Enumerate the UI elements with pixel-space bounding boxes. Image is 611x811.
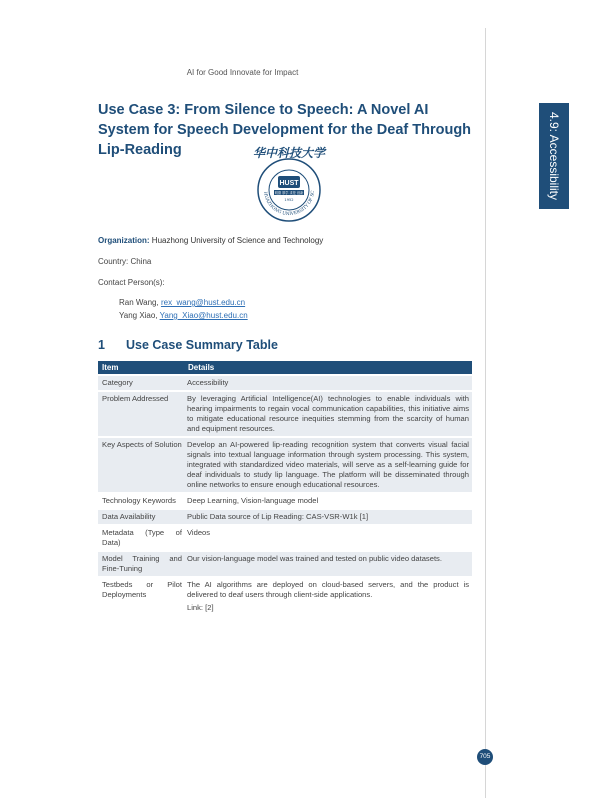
contact-name: Yang Xiao,	[119, 311, 160, 320]
contact-line	[119, 311, 248, 320]
country-line: Country: China	[98, 257, 152, 266]
logo-chinese-name	[253, 146, 327, 160]
organization-line	[98, 236, 323, 245]
running-head: AI for Good Innovate for Impact	[186, 68, 299, 77]
row-details: Videos	[187, 528, 211, 537]
row-details: Our vision-language model was trained and tested on public video datasets.	[187, 554, 442, 563]
contact-email-link[interactable]: Yang_Xiao@hust.edu.cn	[159, 311, 248, 320]
page-title: Use Case 3: From Silence to Speech: A Novel AI System for Speech Development for the Deaf Through Lip-Reading	[98, 102, 472, 158]
row-item: Metadata (Type of Data)	[102, 528, 182, 547]
row-item: Technology Keywords	[102, 496, 176, 505]
logo-ring-text: HUAZHONG UNIVERSITY OF SC	[262, 190, 317, 218]
header-item: Item	[102, 363, 119, 372]
section-number: 1	[98, 338, 105, 352]
organization-value: Huazhong University of Science and Technology	[151, 236, 324, 245]
row-details: Public Data source of Lip Reading: CAS-VSR-W1k [1]	[187, 512, 369, 521]
table-row	[98, 494, 472, 508]
row-details: The AI algorithms are deployed on cloud-based servers, and the product is delivered to deaf users through client-side applications.	[187, 580, 469, 599]
row-details: By leveraging Artificial Intelligence(AI) technologies to enable individuals with hearing impairments to regain vocal communication capabilities, this initiative aims to mitigate educational resource inequities stemming from the scarcity of human and equipment resources.	[187, 394, 469, 433]
row-item: Problem Addressed	[102, 394, 169, 403]
logo-year: 1952	[284, 198, 294, 202]
contact-name: Ran Wang,	[119, 298, 161, 307]
page-number: 705	[477, 749, 493, 765]
chapter-tab[interactable]	[539, 103, 569, 209]
row-item: Model Training and Fine-Tuning	[102, 554, 182, 573]
university-logo	[232, 143, 346, 223]
logo-center-text: HUST	[279, 180, 299, 187]
table-row	[98, 552, 472, 576]
reference-link[interactable]: Link: [2]	[187, 603, 214, 612]
header-details: Details	[188, 363, 215, 372]
logo-emblem	[274, 176, 304, 202]
contact-email-link[interactable]: rex_wang@hust.edu.cn	[160, 298, 246, 307]
logo-motto: 明德 厚学 求是 创新	[274, 191, 304, 195]
row-details: Deep Learning, Vision-language model	[187, 496, 319, 505]
row-item: Testbeds or Pilot Deployments	[102, 580, 182, 599]
row-item: Category	[102, 378, 133, 387]
row-details: Develop an AI-powered lip-reading recognition system that converts visual facial signals into textual language information through system processing. This system, integrated with standardized video materials, will serve as a self-learning guide for deaf individuals to study lip language. The platform will be disseminated through online networks to ensure enough educational resources.	[187, 440, 469, 489]
row-details-cell	[184, 578, 472, 615]
summary-table	[98, 361, 472, 615]
row-item: Data Availability	[102, 512, 156, 521]
organization-label: Organization:	[98, 236, 150, 245]
row-item: Key Aspects of Solution	[102, 440, 182, 449]
table-row	[98, 376, 472, 390]
contact-label: Contact Person(s):	[98, 278, 165, 287]
table-row	[98, 526, 472, 550]
table-row	[98, 392, 472, 436]
contact-line	[119, 298, 245, 307]
table-row	[98, 510, 472, 524]
table-row	[98, 578, 472, 615]
row-details: Accessibility	[187, 378, 229, 387]
table-header	[98, 361, 472, 374]
section-title: Use Case Summary Table	[126, 338, 278, 352]
logo-chinese-text: 华中科技大学	[252, 146, 326, 160]
margin-rule	[485, 28, 486, 798]
chapter-tab-label: 4.9: Accessibility	[547, 111, 562, 201]
table-row	[98, 438, 472, 492]
